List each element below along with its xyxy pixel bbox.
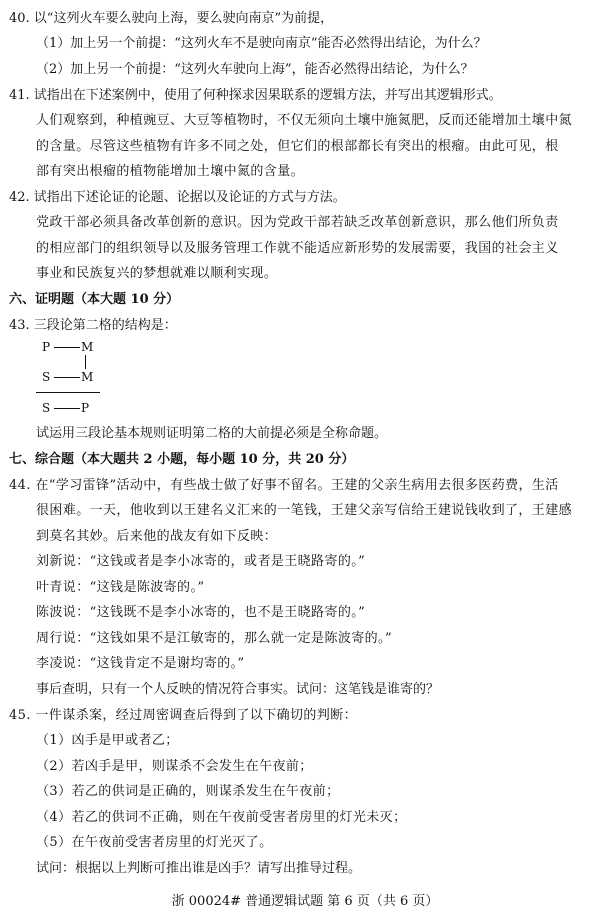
q41-line: 的含量。尽管这些植物有许多不同之处，但它们的根部都长有突出的根瘤。由此可见，根: [36, 139, 559, 154]
q44-stem: 44. 在“学习雷锋”活动中，有些战士做了好事不留名。王建的父亲生病用去很多医药费，生活: [9, 478, 559, 493]
minor-premise-m: M: [81, 370, 94, 384]
q41-line: 人们观察到，种植豌豆、大豆等植物时，不仅无须向土壤中施氮肥，反而还能增加土壤中氮: [36, 113, 573, 128]
q45-stem: 45. 一件谋杀案，经过周密调查后得到了以下确切的判断：: [9, 708, 358, 723]
q45-item: （1）凶手是甲或者乙；: [36, 733, 179, 748]
q45-question: 试问：根据以上判断可推出谁是凶手？请写出推导过程。: [36, 861, 362, 876]
q44-question: 事后查明，只有一个人反映的情况符合事实。试问：这笔钱是谁寄的？: [36, 682, 440, 697]
q42-line: 党政干部必须具备改革创新的意识。因为党政干部若缺乏改革创新意识，那么他们所负责: [36, 215, 559, 230]
minor-premise-line: [54, 377, 80, 378]
q42-line: 的相应部门的组织领导以及服务管理工作就不能适应新形势的发展需要，我国的社会主义: [36, 241, 559, 256]
middle-term-connector: [85, 355, 86, 369]
q41-stem: 41. 试指出在下述案例中，使用了何种探求因果联系的逻辑方法，并写出其逻辑形式。: [9, 88, 502, 103]
minor-premise-s: S: [42, 370, 51, 384]
q44-statement: 周行说：“这钱如果不是江敏寄的，那么就一定是陈波寄的。”: [36, 631, 392, 646]
conclusion-line: [54, 408, 80, 409]
conclusion-p: P: [81, 401, 90, 415]
q44-line: 很困难。一天，他收到以王建名义汇来的一笔钱，王建父亲写信给王建说钱收到了，王建感: [36, 503, 573, 518]
conclusion-s: S: [42, 401, 51, 415]
section-6-title: 六、证明题（本大题 10 分）: [9, 292, 180, 307]
q44-statement: 刘新说：“这钱或者是李小冰寄的，或者是王晓路寄的。”: [36, 554, 366, 569]
q43-task: 试运用三段论基本规则证明第二格的大前提必须是全称命题。: [36, 426, 388, 441]
q40-sub1: （1）加上另一个前提：“这列火车不是驶向南京”能否必然得出结论，为什么？: [36, 36, 487, 51]
q40-sub2: （2）加上另一个前提：“这列火车驶向上海”，能否必然得出结论，为什么？: [36, 62, 474, 77]
q45-item: （4）若乙的供词不正确，则在午夜前受害者房里的灯光未灭；: [36, 810, 407, 825]
syllogism-figure-2-diagram: [36, 340, 116, 420]
q44-statement: 叶青说：“这钱是陈波寄的。”: [36, 580, 205, 595]
major-premise-p: P: [42, 340, 51, 354]
section-7-title: 七、综合题（本大题共 2 小题，每小题 10 分，共 20 分）: [9, 452, 355, 467]
q43-stem: 43. 三段论第二格的结构是：: [9, 318, 177, 333]
q44-statement: 陈波说：“这钱既不是李小冰寄的，也不是王晓路寄的。”: [36, 605, 366, 620]
q41-line: 部有突出根瘤的植物能增加土壤中氮的含量。: [36, 164, 305, 179]
q42-stem: 42. 试指出下述论证的论题、论据以及论证的方式与方法。: [9, 190, 346, 205]
q45-item: （5）在午夜前受害者房里的灯光灭了。: [36, 835, 273, 850]
q45-item: （3）若乙的供词是正确的，则谋杀发生在午夜前；: [36, 784, 340, 799]
q44-line: 到莫名其妙。后来他的战友有如下反映：: [36, 529, 278, 544]
q44-statement: 李凌说：“这钱肯定不是谢均寄的。”: [36, 656, 245, 671]
conclusion-divider: [36, 392, 100, 393]
q42-line: 事业和民族复兴的梦想就难以顺利实现。: [36, 266, 278, 281]
page-footer: 浙 00024# 普通逻辑试题 第 6 页（共 6 页）: [171, 894, 439, 909]
major-premise-line: [54, 347, 80, 348]
major-premise-m: M: [81, 340, 94, 354]
q40-stem: 40. 以“这列火车要么驶向上海，要么驶向南京”为前提，: [9, 11, 334, 26]
q45-item: （2）若凶手是甲，则谋杀不会发生在午夜前；: [36, 759, 313, 774]
